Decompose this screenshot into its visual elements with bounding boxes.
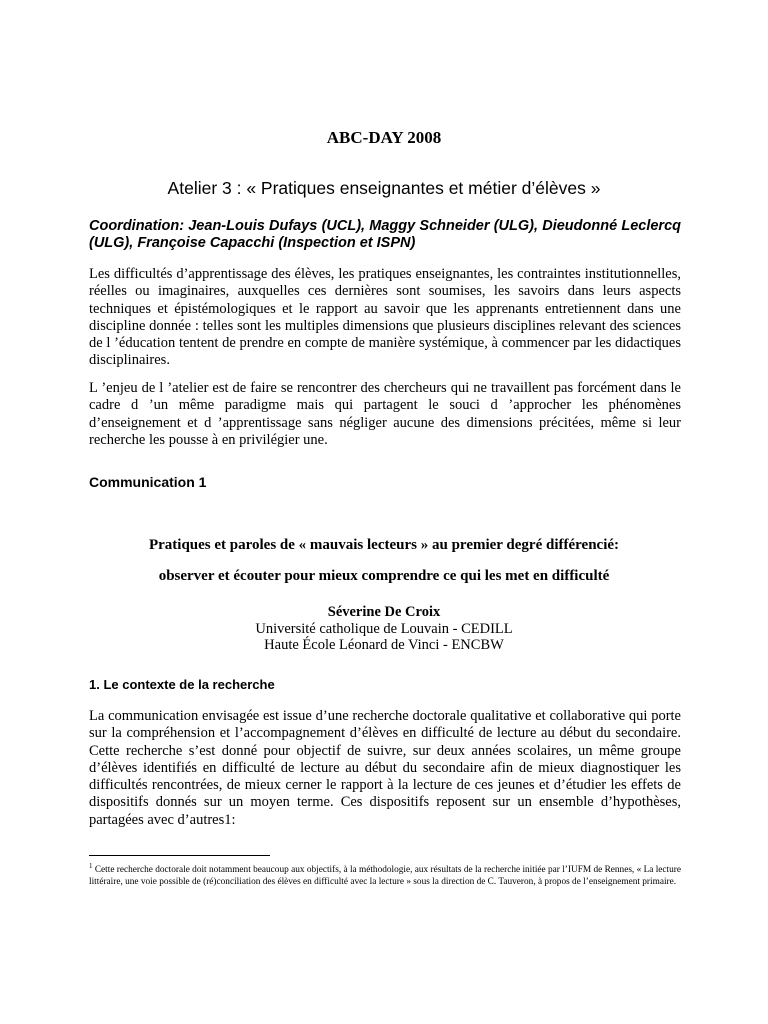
- atelier-title: Atelier 3 : « Pratiques enseignantes et métier d’élèves »: [167, 178, 601, 198]
- communication-label: Communication 1: [89, 474, 207, 490]
- section-1-heading: 1. Le contexte de la recherche: [89, 677, 275, 692]
- section-1-paragraph: La communication envisagée est issue d’une recherche doctorale qualitative et collaborative qui porte sur la compréhension et l’accompagnement d’élèves en difficulté de lecture au début du secondaire. Cette recherche s’est donné pour objectif de suivre, sur deux années scolaires, un même groupe d’élèves identifiés en difficulté de lecture au début du secondaire afin de mieux diagnostiquer les difficultés rencontrées, de mieux cerner le rapport à la lecture de ces jeunes et d’étudier les effets de dispositifs donnés sur un moyen terme. Ces dispositifs reposent sur un ensemble d’hypothèses, partagées avec d’autres1:: [89, 708, 681, 828]
- document-title: ABC-DAY 2008: [326, 128, 442, 147]
- footnote-marker: 1: [89, 862, 93, 870]
- intro-paragraph-2: L ’enjeu de l ’atelier est de faire se rencontrer des chercheurs qui ne travaillent pas forcément dans le cadre d ’un même paradigme mais qui partagent le souci d ’approcher les phénomènes d’enseignement et d ’apprentissage sans négliger aucune des dimensions précitées, même si leur recherche les pousse à en privilégier une.: [89, 380, 681, 448]
- footnote: [89, 860, 681, 888]
- affiliation-2: Haute École Léonard de Vinci - ENCBW: [264, 637, 504, 653]
- coordination-line: Coordination: Jean-Louis Dufays (UCL), Maggy Schneider (ULG), Dieudonné Leclercq (ULG), Françoise Capacchi (Inspection et ISPN): [89, 218, 681, 251]
- author-name: Séverine De Croix: [327, 604, 441, 620]
- footnote-text: Cette recherche doctorale doit notamment beaucoup aux objectifs, à la méthodologie, aux résultats de la recherche initiée par l’IUFM de Rennes, « La lecture littéraire, une voie possible de (ré)conciliation des élèves en difficulté avec la lecture » sous la direction de C. Tauveron, à propos de l’enseignement primaire.: [89, 865, 681, 888]
- intro-paragraph-1: Les difficultés d’apprentissage des élèves, les pratiques enseignantes, les contraintes institutionnelles, réelles ou imaginaires, auxquelles ces dernières sont soumises, les savoirs dans leurs aspects techniques et épistémologiques et le rapport au savoir que les apprenants entretiennent dans une discipline donnée : telles sont les multiples dimensions que plusieurs disciplines relevant des sciences de l ’éducation tentent de prendre en compte de manière systémique, à commencer par les didactiques disciplinaires.: [89, 266, 681, 369]
- talk-title-line-1: Pratiques et paroles de « mauvais lecteurs » au premier degré différencié:: [148, 537, 620, 553]
- footnote-divider: [89, 855, 270, 856]
- affiliation-1: Université catholique de Louvain - CEDILL: [255, 620, 513, 637]
- author-block: [0, 604, 768, 654]
- talk-title-line-2: observer et écouter pour mieux comprendre ce qui les met en difficulté: [158, 568, 610, 584]
